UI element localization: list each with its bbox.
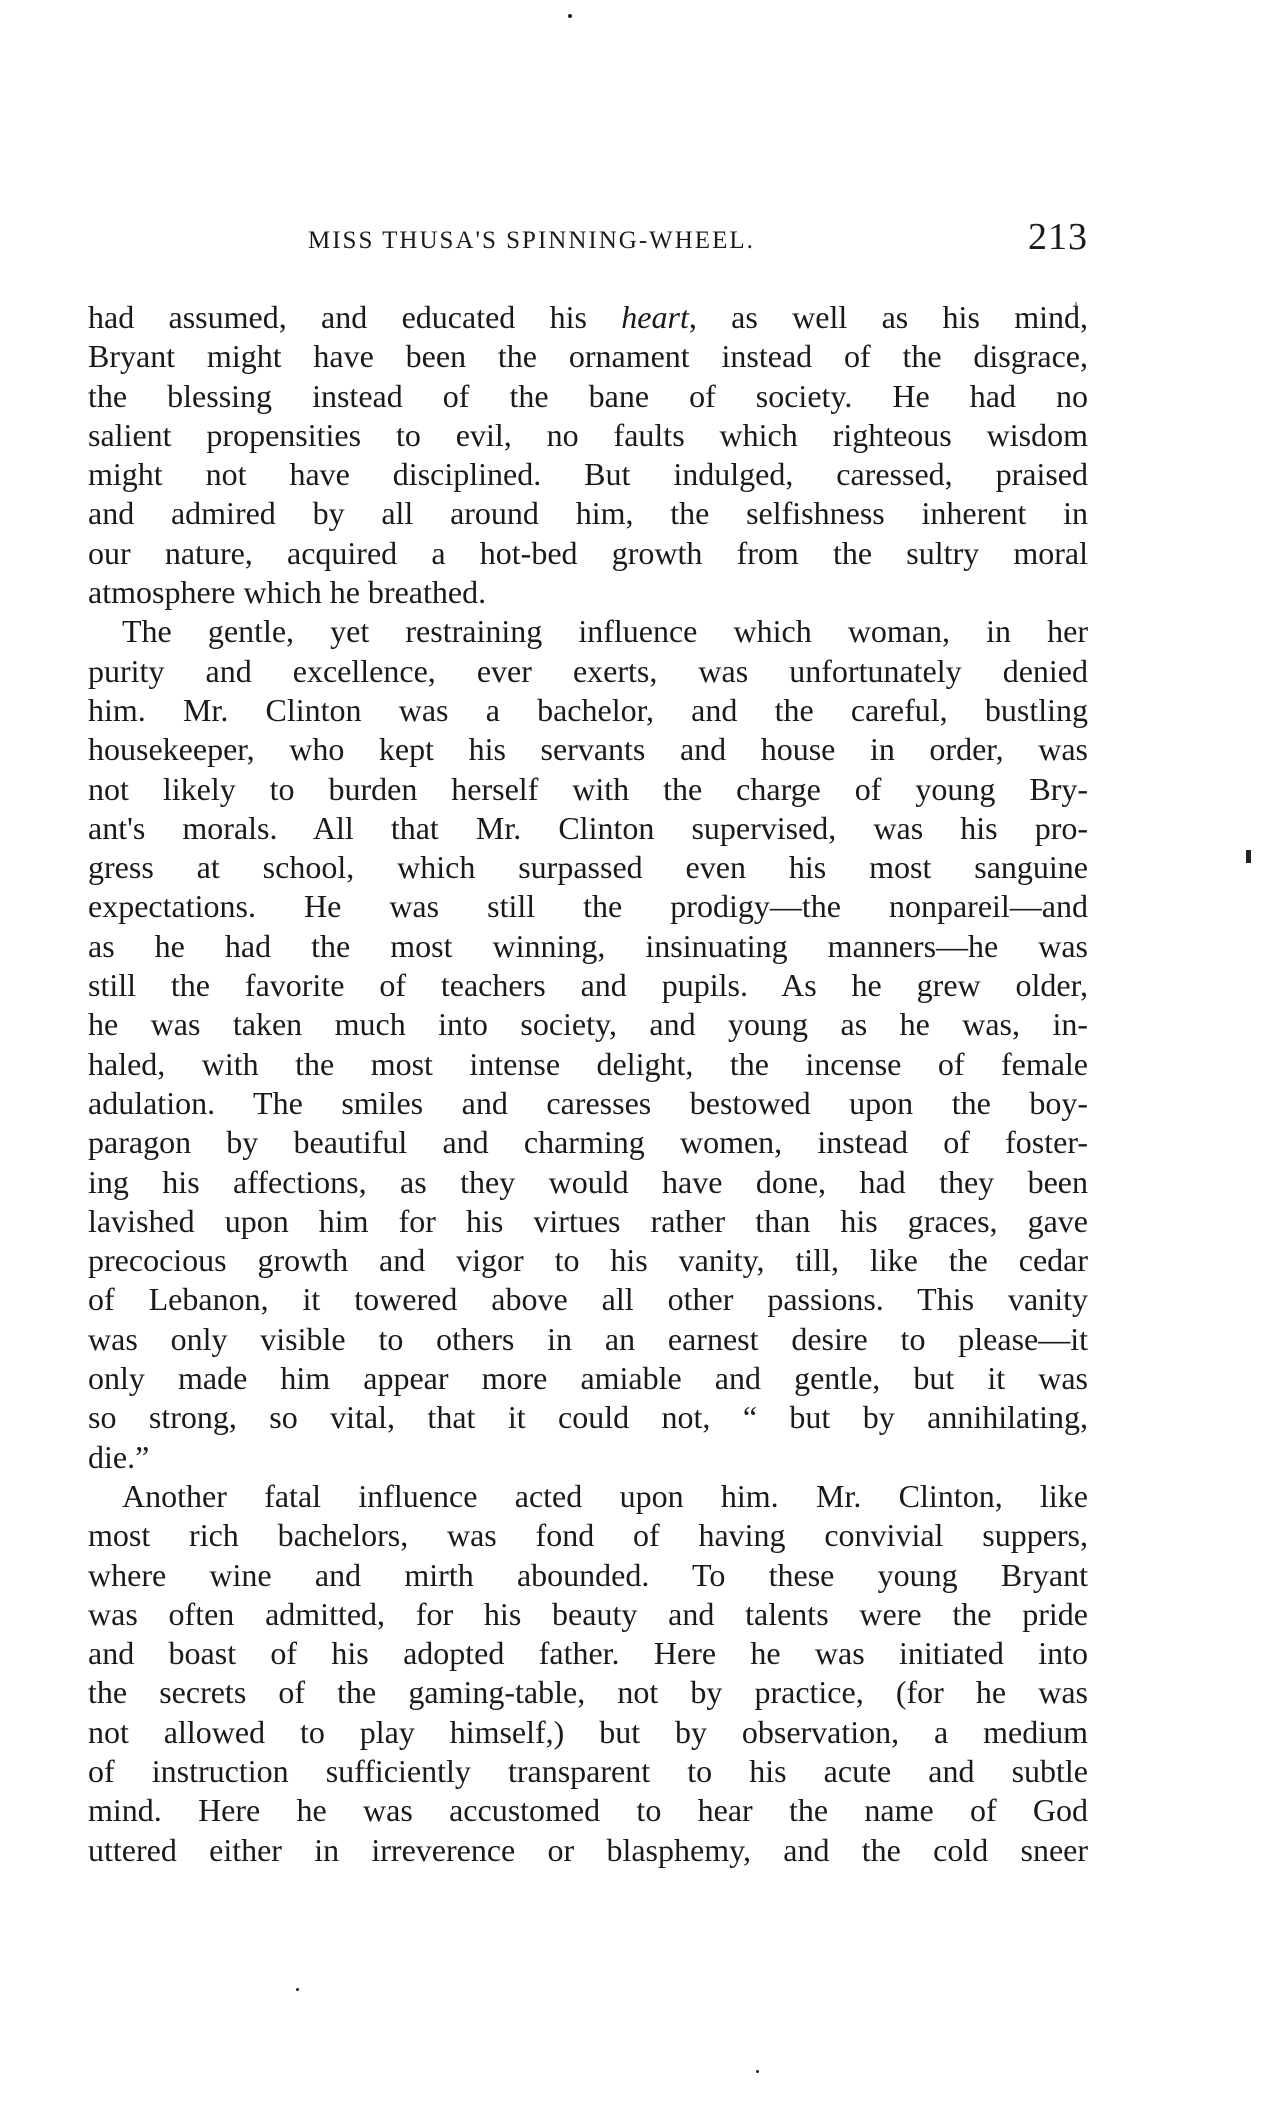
text-run: so strong, so vital, that it could not, “ but by annihilating, bbox=[88, 1399, 1088, 1436]
text-line bbox=[88, 1359, 1088, 1398]
text-run: purity and excellence, ever exerts, was unfortunately denied bbox=[88, 652, 1088, 689]
text-line bbox=[88, 652, 1088, 691]
text-line bbox=[88, 1634, 1088, 1673]
text-line bbox=[88, 1752, 1088, 1791]
text-run: ing his affections, as they would have done, had they been bbox=[88, 1163, 1088, 1200]
text-line bbox=[88, 1831, 1088, 1870]
text-line bbox=[88, 1005, 1088, 1044]
text-run: salient propensities to evil, no faults which righteous wisdom bbox=[88, 416, 1088, 453]
text-line bbox=[88, 1556, 1088, 1595]
text-run: adulation. The smiles and caresses bestowed upon the boy- bbox=[88, 1084, 1088, 1121]
text-run: haled, with the most intense delight, the incense of female bbox=[88, 1045, 1088, 1082]
text-line bbox=[88, 1202, 1088, 1241]
text-line bbox=[88, 691, 1088, 730]
text-line bbox=[88, 1123, 1088, 1162]
text-line bbox=[88, 494, 1088, 533]
text-line bbox=[88, 377, 1088, 416]
text-line bbox=[88, 966, 1088, 1005]
text-line bbox=[88, 927, 1088, 966]
text-run: The gentle, yet restraining influence which woman, in her bbox=[122, 613, 1088, 650]
paragraph bbox=[88, 612, 1088, 1477]
paragraph bbox=[88, 298, 1088, 612]
text-line bbox=[88, 809, 1088, 848]
text-run: had assumed, and educated his bbox=[88, 299, 622, 335]
text-run: lavished upon him for his virtues rather than his graces, gave bbox=[88, 1202, 1088, 1239]
text-run: ant's morals. All that Mr. Clinton supervised, was his pro- bbox=[88, 809, 1088, 846]
text-line bbox=[88, 573, 1088, 612]
print-speck bbox=[756, 2070, 759, 2073]
running-title: MISS THUSA'S SPINNING-WHEEL. bbox=[308, 227, 755, 254]
text-run: of Lebanon, it towered above all other passions. This vanity bbox=[88, 1281, 1088, 1318]
text-line bbox=[88, 416, 1088, 455]
text-run: paragon by beautiful and charming women, instead of foster- bbox=[88, 1124, 1088, 1161]
text-line bbox=[88, 1477, 1088, 1516]
text-run: uttered either in irreverence or blasphemy, and the cold sneer bbox=[88, 1831, 1088, 1868]
text-line bbox=[88, 1084, 1088, 1123]
text-run: atmosphere which he breathed. bbox=[88, 574, 487, 611]
text-line bbox=[88, 1241, 1088, 1280]
text-line bbox=[88, 298, 1088, 337]
text-run: him. Mr. Clinton was a bachelor, and the careful, bustling bbox=[88, 691, 1088, 728]
text-line bbox=[88, 1713, 1088, 1752]
body-text bbox=[88, 298, 1088, 1870]
text-line bbox=[88, 337, 1088, 376]
text-run: our nature, acquired a hot-bed growth from the sultry moral bbox=[88, 534, 1088, 571]
print-speck bbox=[568, 14, 572, 18]
text-line bbox=[88, 730, 1088, 769]
text-run: Another fatal influence acted upon him. Mr. Clinton, like bbox=[122, 1477, 1088, 1514]
text-line bbox=[88, 1791, 1088, 1830]
text-run: still the favorite of teachers and pupils. As he grew older, bbox=[88, 967, 1088, 1004]
text-run: might not have disciplined. But indulged, caressed, praised bbox=[88, 456, 1088, 493]
text-run: not allowed to play himself,) but by observation, a medium bbox=[88, 1713, 1088, 1750]
text-line bbox=[88, 1045, 1088, 1084]
text-run: expectations. He was still the prodigy—the nonpareil—and bbox=[88, 888, 1088, 925]
page-number: 213 bbox=[1028, 216, 1088, 258]
text-line bbox=[88, 1398, 1088, 1437]
italic-text: heart bbox=[621, 299, 689, 335]
text-run: the secrets of the gaming-table, not by practice, (for he was bbox=[88, 1674, 1088, 1711]
text-line bbox=[88, 455, 1088, 494]
text-run: Bryant might have been the ornament instead of the disgrace, bbox=[88, 338, 1088, 375]
text-line bbox=[88, 848, 1088, 887]
text-run: , as well as his mind, bbox=[688, 299, 1089, 335]
text-line bbox=[88, 1516, 1088, 1555]
text-line bbox=[88, 887, 1088, 926]
text-line bbox=[88, 1280, 1088, 1319]
text-run: only made him appear more amiable and gentle, but it was bbox=[88, 1360, 1088, 1397]
text-line bbox=[88, 1320, 1088, 1359]
text-run: of instruction sufficiently transparent to his acute and subtle bbox=[88, 1752, 1088, 1789]
text-run: was only visible to others in an earnest desire to please—it bbox=[88, 1320, 1088, 1357]
text-run: precocious growth and vigor to his vanity, till, like the cedar bbox=[88, 1242, 1088, 1279]
paragraph bbox=[88, 1477, 1088, 1870]
text-run: as he had the most winning, insinuating manners—he was bbox=[88, 927, 1088, 964]
text-run: die.” bbox=[88, 1438, 150, 1475]
text-run: most rich bachelors, was fond of having convivial suppers, bbox=[88, 1517, 1088, 1554]
text-line bbox=[88, 612, 1088, 651]
text-run: housekeeper, who kept his servants and house in order, was bbox=[88, 731, 1088, 768]
text-line bbox=[88, 1595, 1088, 1634]
text-run: not likely to burden herself with the charge of young Bry- bbox=[88, 770, 1088, 807]
text-line bbox=[88, 1673, 1088, 1712]
print-speck bbox=[1246, 850, 1251, 863]
print-speck bbox=[296, 1988, 299, 1991]
text-line bbox=[88, 534, 1088, 573]
text-run: he was taken much into society, and young as he was, in- bbox=[88, 1006, 1088, 1043]
text-run: where wine and mirth abounded. To these young Bryant bbox=[88, 1556, 1088, 1593]
text-run: and admired by all around him, the selfishness inherent in bbox=[88, 495, 1088, 532]
text-run: was often admitted, for his beauty and talents were the pride bbox=[88, 1595, 1088, 1632]
text-line bbox=[88, 1163, 1088, 1202]
text-run: gress at school, which surpassed even his most sanguine bbox=[88, 849, 1088, 886]
text-line bbox=[88, 770, 1088, 809]
text-line bbox=[88, 1438, 1088, 1477]
text-run: the blessing instead of the bane of society. He had no bbox=[88, 377, 1088, 414]
text-run: mind. Here he was accustomed to hear the name of God bbox=[88, 1792, 1088, 1829]
text-run: and boast of his adopted father. Here he was initiated into bbox=[88, 1635, 1088, 1672]
running-head bbox=[88, 215, 1088, 265]
